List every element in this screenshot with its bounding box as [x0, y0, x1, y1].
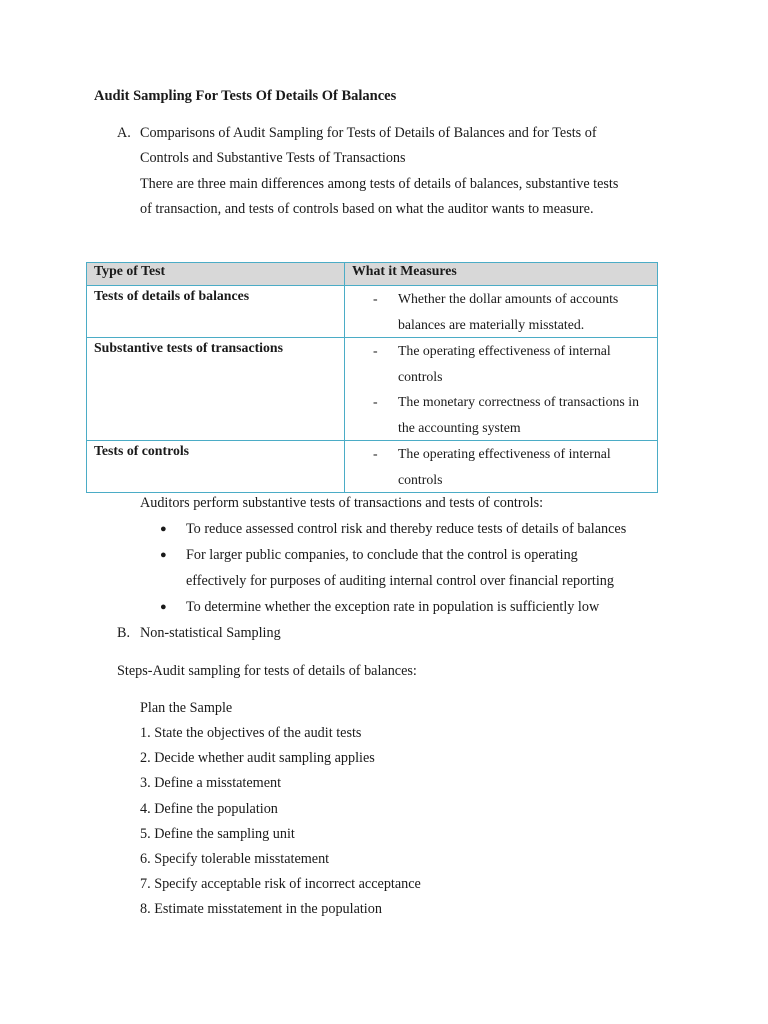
section-b-heading: Non-statistical Sampling [140, 625, 281, 641]
plan-step: 1. State the objectives of the audit tests [140, 725, 362, 741]
document-title: Audit Sampling For Tests Of Details Of Balances [94, 88, 397, 104]
measure-item [373, 389, 657, 440]
section-a-heading-line1: Comparisons of Audit Sampling for Tests of Details of Balances and for Tests of [140, 125, 597, 141]
table-row [87, 338, 658, 441]
plan-step: 6. Specify tolerable misstatement [140, 851, 330, 867]
row-type: Substantive tests of transactions [87, 338, 345, 441]
section-b-marker: B. [117, 625, 131, 641]
table-row [87, 441, 658, 493]
plan-step: 3. Define a misstatement [140, 775, 282, 791]
table-row [87, 286, 658, 338]
measure-text: Whether the dollar amounts of accounts balances are materially misstated. [398, 291, 619, 332]
steps-heading: Steps-Audit sampling for tests of details of balances: [117, 663, 417, 679]
bullet-marker: ● [160, 523, 167, 535]
comparison-table [86, 262, 658, 493]
row-type: Tests of details of balances [87, 286, 345, 338]
plan-step: 8. Estimate misstatement in the population [140, 901, 382, 917]
measure-item [373, 338, 657, 389]
measure-text: The operating effectiveness of internal controls [398, 446, 611, 487]
measure-text: The monetary correctness of transactions in the accounting system [398, 394, 639, 435]
row-measures [345, 286, 658, 338]
plan-heading: Plan the Sample [140, 700, 233, 716]
dash-marker: - [373, 446, 378, 461]
row-measures [345, 338, 658, 441]
bullet-item: To reduce assessed control risk and thereby reduce tests of details of balances [186, 521, 627, 537]
section-a-paragraph-line2: of transaction, and tests of controls based on what the auditor wants to measure. [140, 201, 594, 217]
row-type: Tests of controls [87, 441, 345, 493]
measure-text: The operating effectiveness of internal controls [398, 343, 611, 384]
bullet-item-continuation: effectively for purposes of auditing internal control over financial reporting [186, 573, 614, 589]
table-header-row [87, 263, 658, 286]
plan-step: 7. Specify acceptable risk of incorrect acceptance [140, 876, 421, 892]
measure-item [373, 286, 657, 337]
bullet-item: For larger public companies, to conclude that the control is operating [186, 547, 578, 563]
plan-step: 4. Define the population [140, 801, 278, 817]
dash-marker: - [373, 291, 378, 306]
bullet-item: To determine whether the exception rate in population is sufficiently low [186, 599, 600, 615]
dash-marker: - [373, 394, 378, 409]
bullet-marker: ● [160, 601, 167, 613]
plan-step: 5. Define the sampling unit [140, 826, 295, 842]
dash-marker: - [373, 343, 378, 358]
header-type-of-test: Type of Test [87, 263, 345, 286]
row-measures [345, 441, 658, 493]
auditors-intro: Auditors perform substantive tests of transactions and tests of controls: [140, 495, 544, 511]
bullet-marker: ● [160, 549, 167, 561]
header-what-it-measures: What it Measures [345, 263, 658, 286]
section-a-paragraph-line1: There are three main differences among tests of details of balances, substantive tests [140, 176, 619, 192]
section-a-marker: A. [117, 125, 131, 141]
measure-item [373, 441, 657, 492]
section-a-heading-line2: Controls and Substantive Tests of Transactions [140, 150, 406, 166]
plan-step: 2. Decide whether audit sampling applies [140, 750, 375, 766]
